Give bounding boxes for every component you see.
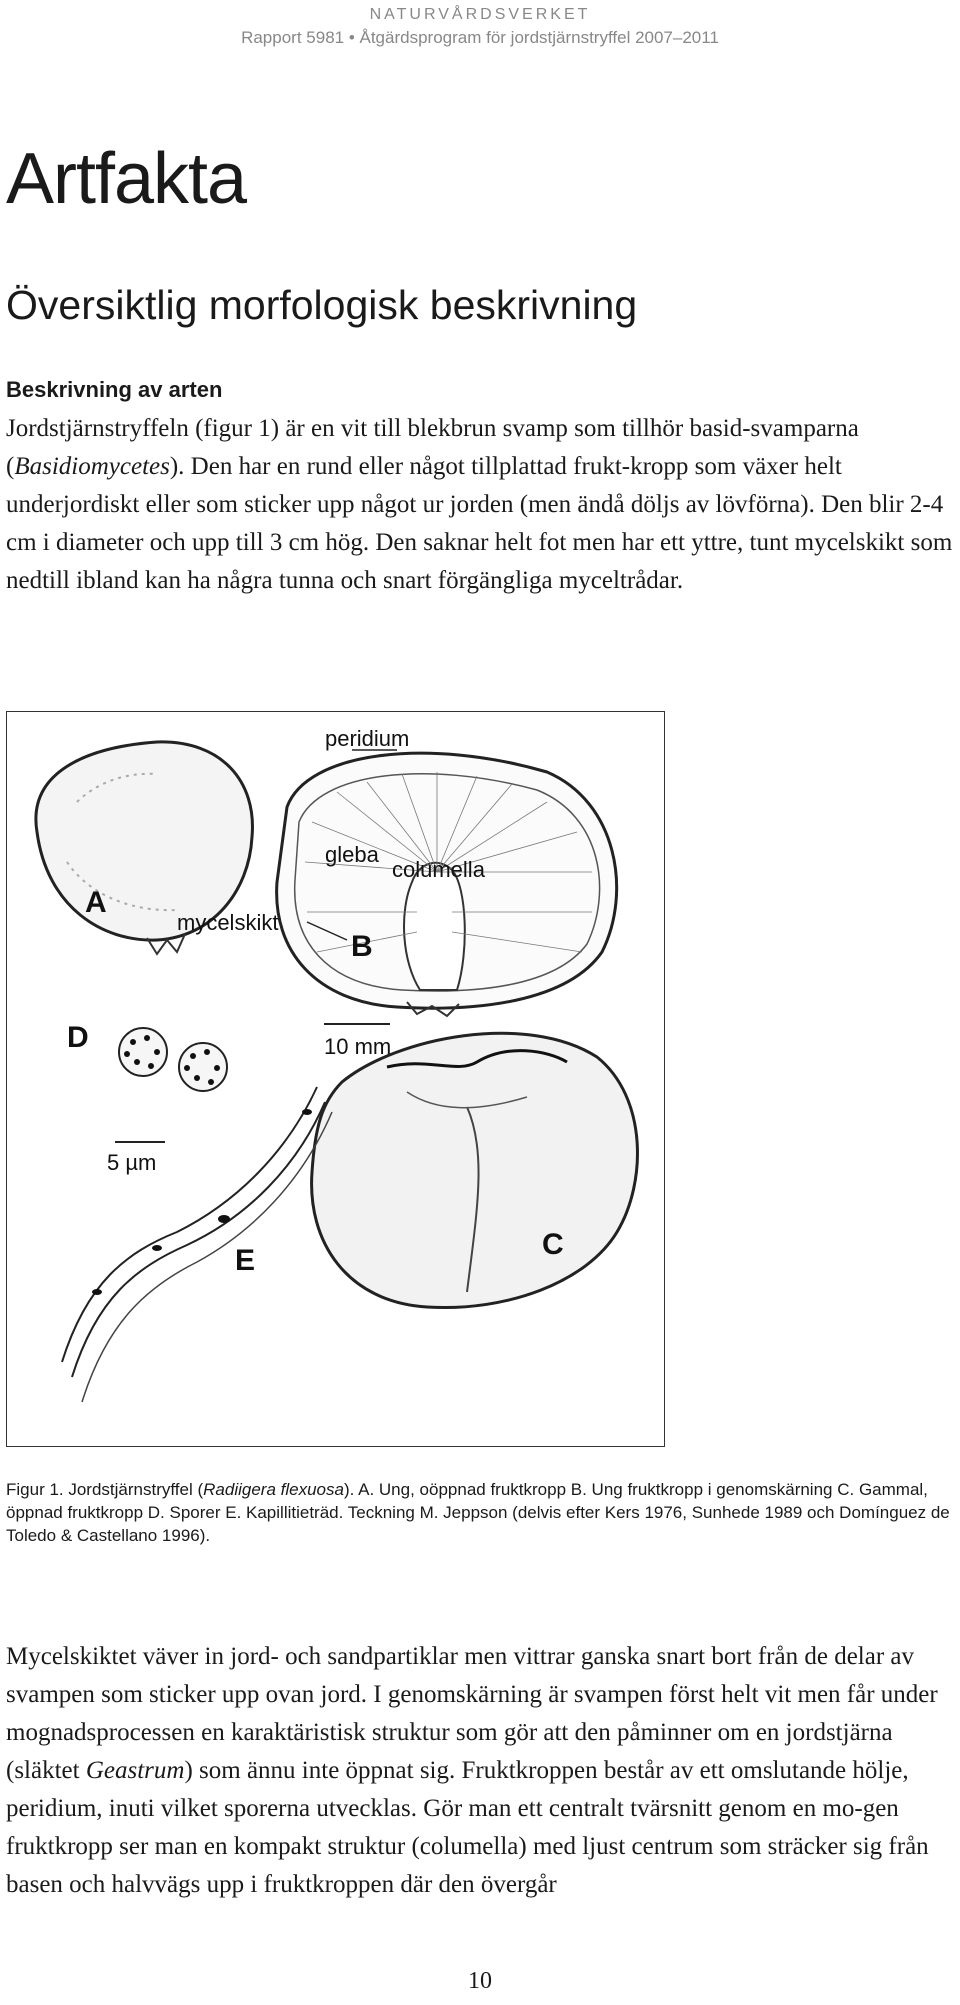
label-peridium: peridium [325, 726, 410, 751]
label-e: E [235, 1244, 256, 1277]
paragraph-2-italic: Geastrum [85, 1757, 185, 1784]
label-c: C [542, 1228, 564, 1261]
label-d: D [67, 1021, 89, 1054]
caption-italic: Radiigera flexuosa [203, 1480, 344, 1499]
label-b: B [351, 930, 373, 963]
paragraph-1-text-pre: Jordstjärnstryffeln (figur 1) är en vit till blekbrun svamp som tillhör basid-svamparna ( [6, 415, 859, 480]
label-scale-10mm: 10 mm [324, 1034, 392, 1059]
drawing-b-cross-section [277, 753, 617, 1016]
figure-caption [6, 1478, 956, 1547]
paragraph-1-text-post: ). Den har en rund eller något tillplattad frukt-kropp som växer helt underjordiskt eller som sticker upp något ur jorden (men ändå döljs av lövförna). Den blir 2-4 cm i diameter och upp till 3 cm hög. Den saknar helt fot men har ett yttre, tunt mycelskikt som nedtill ibland kan ha några tunna och snart förgängliga myceltrådar. [6, 453, 953, 594]
header-organization: NATURVÅRDSVERKET [369, 6, 591, 23]
paragraph-2-text-pre: Mycelskiktet väver in jord- och sandpartiklar men vittrar ganska snart bort från de delar av svampen som sticker upp ovan jord. I genomskärning är svampen först helt vit men får under mognadsprocessen en karaktäristisk struktur som gör att den påminner om en jordstjärna (släktet [6, 1643, 938, 1784]
body-paragraph-2 [6, 1638, 956, 1904]
label-mycelskikt: mycelskikt [177, 910, 279, 935]
drawing-c-opened-fruitbody [312, 1033, 638, 1307]
label-columella: columella [392, 857, 485, 882]
caption-text-pre: Figur 1. Jordstjärnstryffel ( [6, 1480, 204, 1499]
figure-1-illustration [6, 711, 665, 1447]
paragraph-2-text-post: ) som ännu inte öppnat sig. Fruktkroppen består av ett omslutande hölje, peridium, inuti vilket sporerna utvecklas. Gör man ett centralt tvärsnitt genom en mo-gen fruktkropp ser man en kompakt struktur (columella) med ljust centrum som sträcker sig från basen och halvvägs upp i fruktkroppen där den övergår [6, 1757, 929, 1898]
page-title: Artfakta [6, 139, 247, 219]
label-a: A [85, 886, 107, 919]
drawing-d-spores [115, 1028, 227, 1142]
header-report-title: Rapport 5981 • Åtgärdsprogram för jordstjärnstryffel 2007–2011 [241, 28, 719, 47]
paragraph-1-italic: Basidiomycetes [14, 453, 170, 480]
page-number: 10 [468, 1968, 492, 1994]
body-paragraph-1 [6, 410, 956, 600]
caption-text-post: ). A. Ung, oöppnad fruktkropp B. Ung fruktkropp i genomskärning C. Gammal, öppnad fruktkropp D. Sporer E. Kapillitieträd. Teckning M. Jeppson (delvis efter Kers 1976, Sunhede 1989 och Domínguez de Toledo & Castellano 1996). [6, 1480, 950, 1545]
section-title: Översiktlig morfologisk beskrivning [6, 282, 638, 328]
drawing-e-capillitium [62, 1087, 332, 1402]
subsection-title: Beskrivning av arten [6, 377, 223, 402]
label-gleba: gleba [325, 842, 379, 867]
label-scale-5um: 5 µm [107, 1150, 157, 1175]
